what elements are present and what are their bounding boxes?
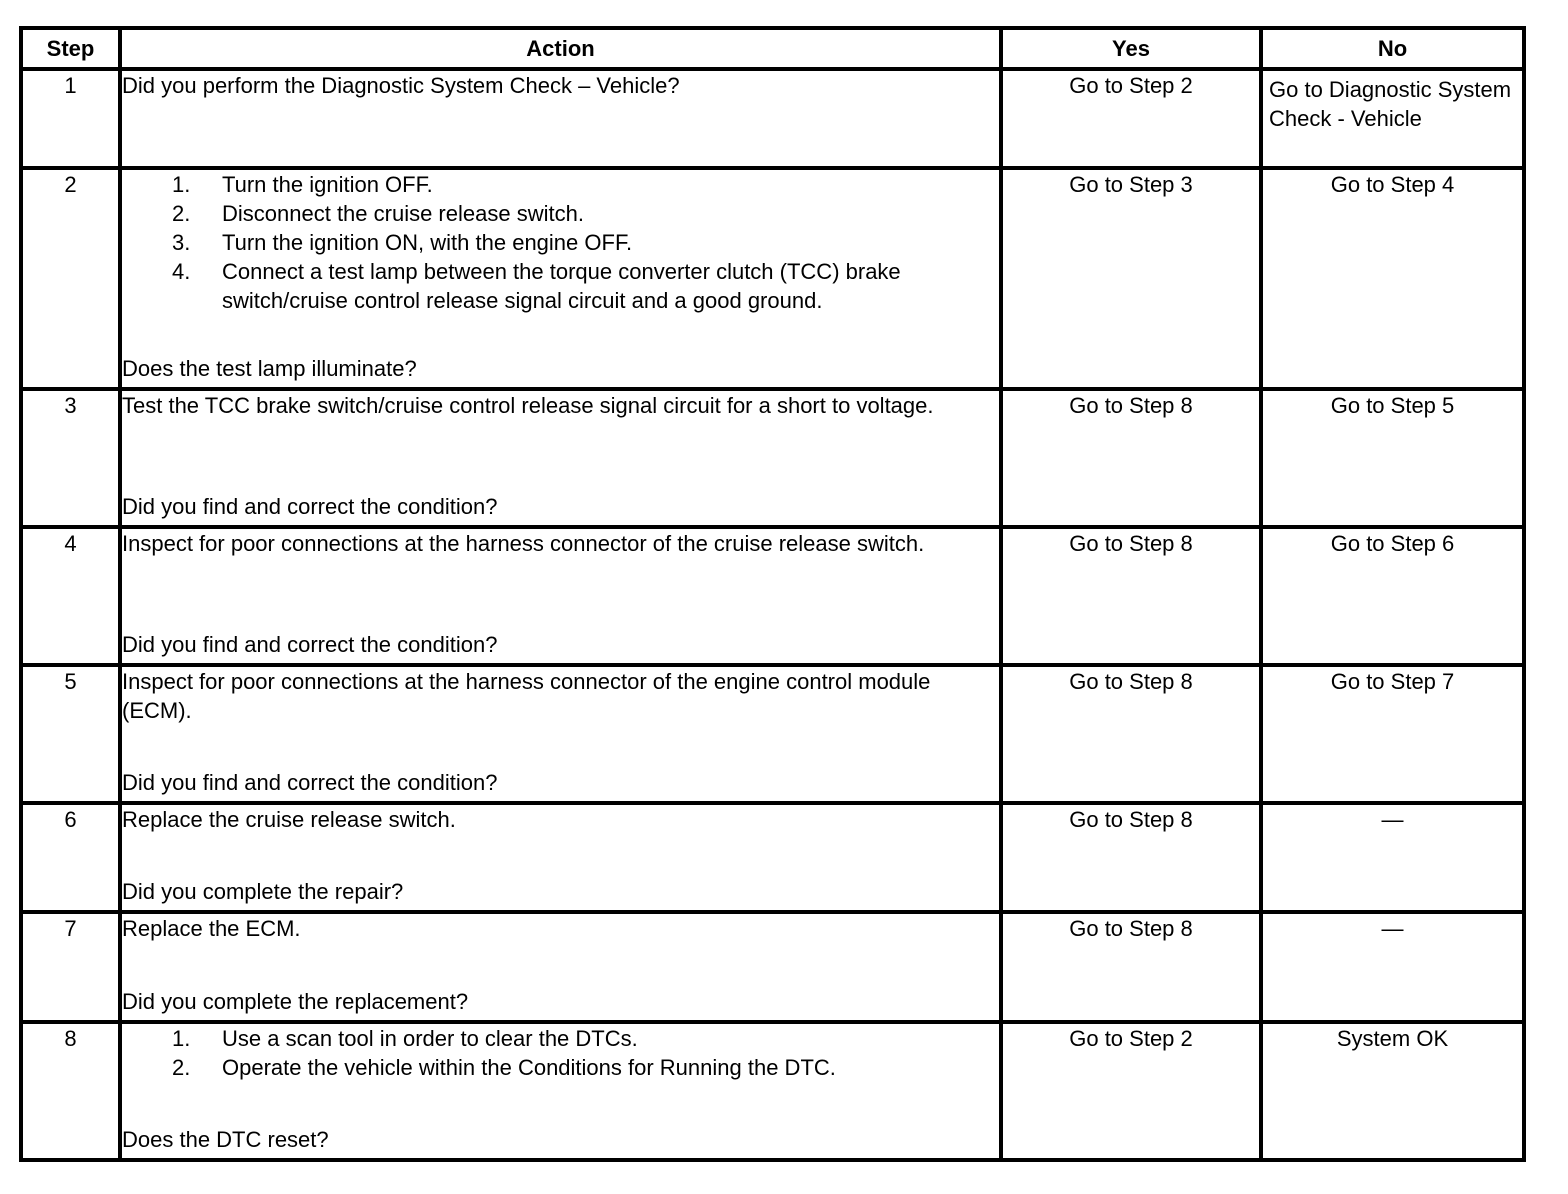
no-result: Go to Step 5 — [1261, 389, 1524, 527]
list-item-number: 2. — [172, 1055, 191, 1080]
action-cell — [120, 665, 1001, 803]
action-text: Inspect for poor connections at the harness connector of the engine control module (ECM). — [122, 669, 931, 723]
table-row — [21, 69, 1524, 168]
list-item — [172, 1024, 999, 1053]
header-action: Action — [120, 28, 1001, 69]
action-question: Does the test lamp illuminate? — [122, 356, 417, 381]
yes-result: Go to Step 3 — [1001, 168, 1261, 389]
table-row — [21, 803, 1524, 912]
table-row — [21, 912, 1524, 1022]
action-text: Replace the cruise release switch. — [122, 807, 456, 832]
list-item-number: 1. — [172, 172, 191, 197]
list-item-number: 3. — [172, 230, 191, 255]
table-row — [21, 527, 1524, 665]
action-question: Did you complete the repair? — [122, 879, 404, 904]
diagnostic-table — [19, 26, 1526, 1162]
no-result: System OK — [1261, 1022, 1524, 1160]
action-question: Did you find and correct the condition? — [122, 494, 498, 519]
yes-result: Go to Step 2 — [1001, 69, 1261, 168]
header-step: Step — [21, 28, 120, 69]
action-steps-list — [122, 1024, 999, 1082]
action-question: Did you find and correct the condition? — [122, 632, 498, 657]
yes-result: Go to Step 8 — [1001, 527, 1261, 665]
list-item-number: 4. — [172, 259, 191, 284]
step-number: 8 — [21, 1022, 120, 1160]
header-yes: Yes — [1001, 28, 1261, 69]
action-cell — [120, 69, 1001, 168]
action-text: Did you perform the Diagnostic System Check – Vehicle? — [122, 73, 680, 98]
yes-result: Go to Step 8 — [1001, 803, 1261, 912]
list-item-text: Connect a test lamp between the torque converter clutch (TCC) brake switch/cruise control release signal circuit and a good ground. — [222, 259, 901, 313]
action-text: Replace the ECM. — [122, 916, 301, 941]
action-text: Inspect for poor connections at the harness connector of the cruise release switch. — [122, 531, 925, 556]
step-number: 3 — [21, 389, 120, 527]
yes-result: Go to Step 8 — [1001, 665, 1261, 803]
action-cell — [120, 803, 1001, 912]
no-result: Go to Step 4 — [1261, 168, 1524, 389]
list-item-number: 2. — [172, 201, 191, 226]
table-row — [21, 389, 1524, 527]
list-item — [172, 257, 999, 315]
yes-result: Go to Step 8 — [1001, 912, 1261, 1022]
list-item-text: Turn the ignition ON, with the engine OFF. — [222, 230, 633, 255]
action-cell — [120, 168, 1001, 389]
no-result: Go to Diagnostic System Check - Vehicle — [1261, 69, 1524, 168]
step-number: 6 — [21, 803, 120, 912]
step-number: 1 — [21, 69, 120, 168]
header-no: No — [1261, 28, 1524, 69]
no-result: Go to Step 7 — [1261, 665, 1524, 803]
no-result: Go to Step 6 — [1261, 527, 1524, 665]
action-cell — [120, 527, 1001, 665]
action-cell — [120, 389, 1001, 527]
action-question: Did you find and correct the condition? — [122, 770, 498, 795]
list-item — [172, 170, 999, 199]
no-result: — — [1261, 912, 1524, 1022]
table-row — [21, 168, 1524, 389]
list-item-text: Turn the ignition OFF. — [222, 172, 433, 197]
action-question: Did you complete the replacement? — [122, 989, 469, 1014]
action-cell — [120, 1022, 1001, 1160]
step-number: 4 — [21, 527, 120, 665]
list-item-text: Disconnect the cruise release switch. — [222, 201, 584, 226]
action-cell — [120, 912, 1001, 1022]
list-item-text: Use a scan tool in order to clear the DTCs. — [222, 1026, 638, 1051]
list-item-text: Operate the vehicle within the Conditions for Running the DTC. — [222, 1055, 836, 1080]
yes-result: Go to Step 2 — [1001, 1022, 1261, 1160]
action-question: Does the DTC reset? — [122, 1127, 329, 1152]
list-item-number: 1. — [172, 1026, 191, 1051]
table-header-row — [21, 28, 1524, 69]
action-text: Test the TCC brake switch/cruise control release signal circuit for a short to voltage. — [122, 393, 934, 418]
table-row — [21, 1022, 1524, 1160]
table-row — [21, 665, 1524, 803]
table-body — [21, 69, 1524, 1160]
step-number: 5 — [21, 665, 120, 803]
step-number: 2 — [21, 168, 120, 389]
no-result: — — [1261, 803, 1524, 912]
list-item — [172, 1053, 999, 1082]
list-item — [172, 228, 999, 257]
list-item — [172, 199, 999, 228]
yes-result: Go to Step 8 — [1001, 389, 1261, 527]
action-steps-list — [122, 170, 999, 315]
step-number: 7 — [21, 912, 120, 1022]
